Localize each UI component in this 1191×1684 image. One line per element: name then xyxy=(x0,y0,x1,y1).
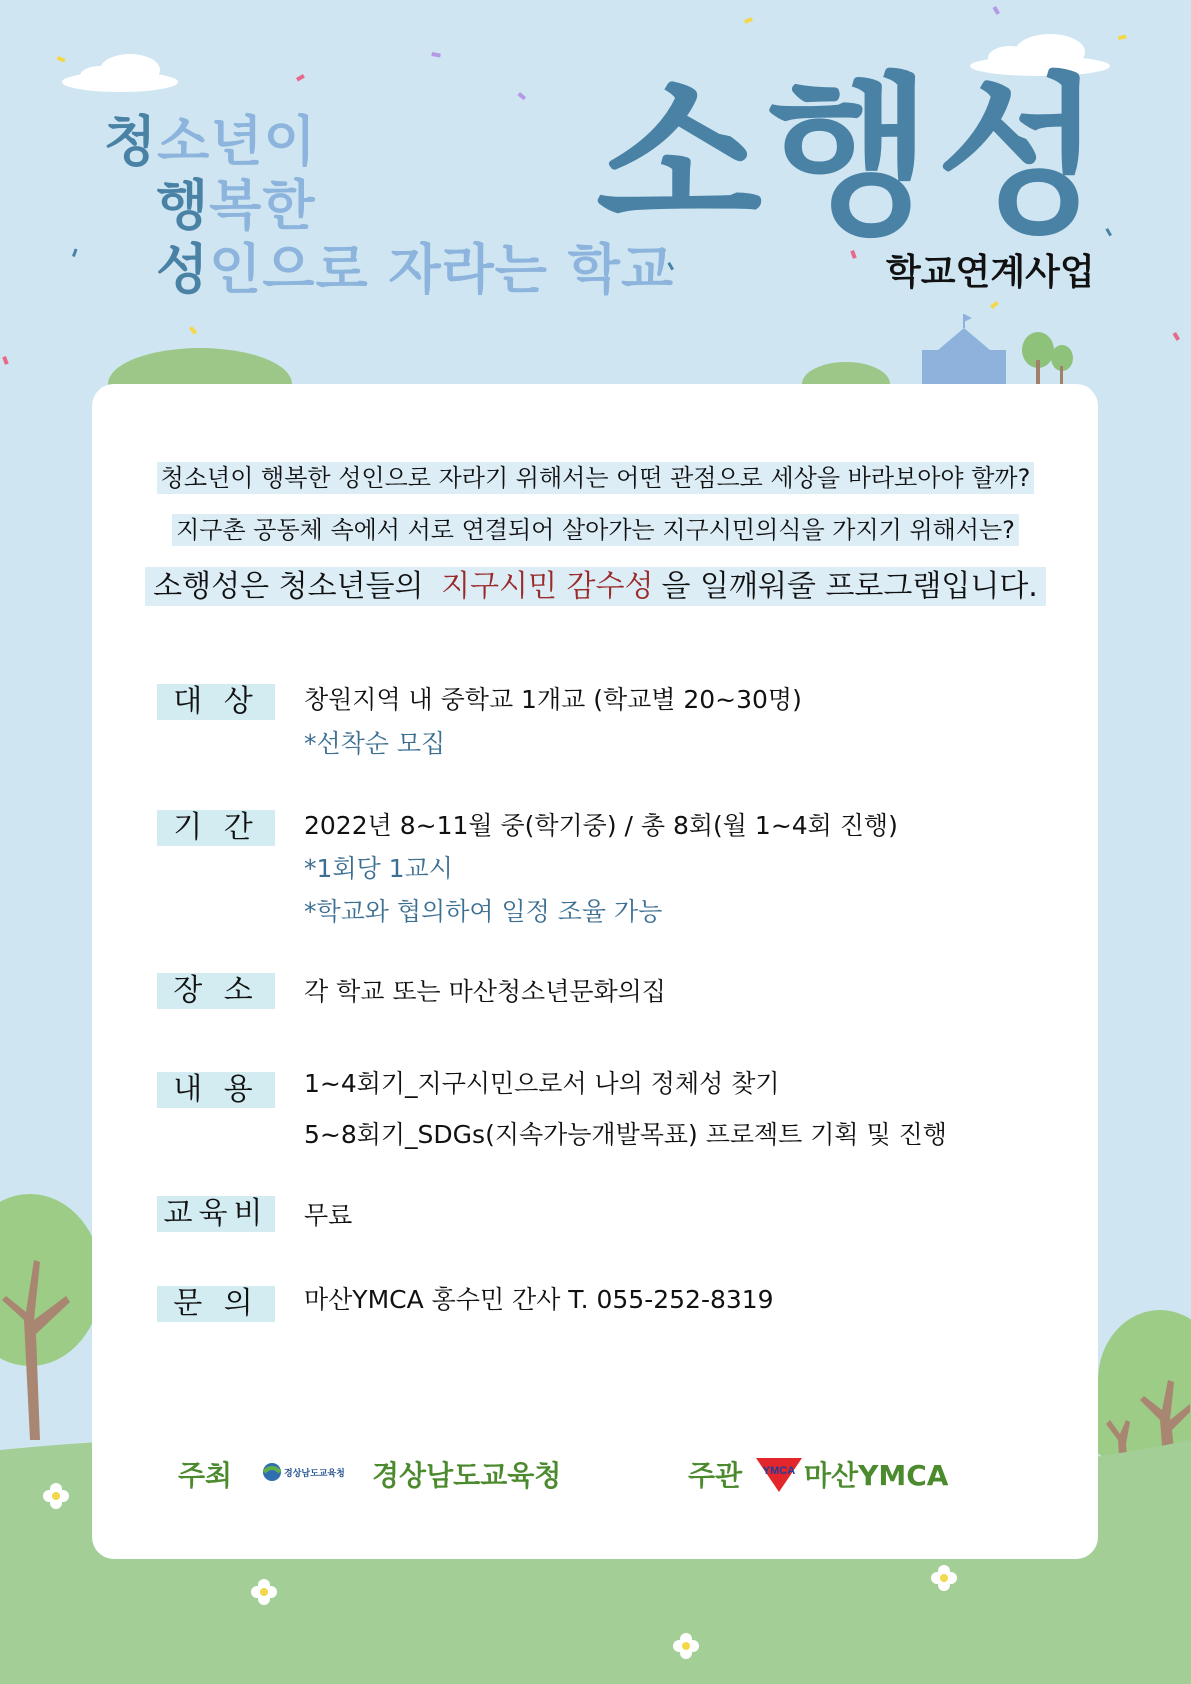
intro-prefix: 소행성은 청소년들의 xyxy=(149,567,437,606)
content-line-1: 1~4회기_지구시민으로서 나의 정체성 찾기 xyxy=(304,1069,780,1098)
slogan xyxy=(104,110,674,302)
period-note-1: *1회당 1교시 xyxy=(304,854,453,883)
label-period: 기 간 xyxy=(157,810,275,846)
label-content: 내 용 xyxy=(157,1072,275,1108)
slogan-key-char: 청 xyxy=(104,110,158,173)
host-name: 경상남도교육청 xyxy=(372,1459,562,1492)
organizer-label: 주관 xyxy=(688,1459,743,1492)
education-office-logo-text: 경상남도교육청 xyxy=(284,1469,345,1479)
poster-title: 소행성 xyxy=(596,57,1107,258)
label-place: 장 소 xyxy=(157,973,275,1009)
organizer-name: 마산YMCA xyxy=(804,1459,949,1492)
intro-suffix: 을 일깨워줄 프로그램입니다. xyxy=(657,567,1041,606)
intro-line-2-text: 지구촌 공동체 속에서 서로 연결되어 살아가는 지구시민의식을 가지기 위해서는? xyxy=(172,514,1019,546)
slogan-rest: 복한 xyxy=(209,174,316,237)
intro-line-2 xyxy=(0,510,1191,545)
intro-line-1-text: 청소년이 행복한 성인으로 자라기 위해서는 어떤 관점으로 세상을 바라보아야 할까? xyxy=(157,462,1035,494)
place-text: 각 학교 또는 마산청소년문화의집 xyxy=(304,977,666,1006)
label-target: 대 상 xyxy=(157,684,275,720)
label-fee: 교육비 xyxy=(157,1196,275,1232)
period-text: 2022년 8~11월 중(학기중) / 총 8회(월 1~4회 진행) xyxy=(304,811,898,840)
ymca-logo-icon xyxy=(756,1458,802,1492)
label-contact: 문 의 xyxy=(157,1286,275,1322)
contact-text: 마산YMCA 홍수민 간사 T. 055-252-8319 xyxy=(304,1285,774,1314)
fee-text: 무료 xyxy=(304,1201,353,1230)
intro-line-3 xyxy=(0,561,1191,605)
intro-highlight: 지구시민 감수성 xyxy=(437,567,657,606)
target-note: *선착순 모집 xyxy=(304,729,446,758)
education-office-logo-icon xyxy=(262,1462,282,1482)
slogan-line-1 xyxy=(104,110,674,174)
poster-subtitle: 학교연계사업 xyxy=(886,252,1095,293)
period-note-2: *학교와 협의하여 일정 조율 가능 xyxy=(304,897,663,926)
content-line-2: 5~8회기_SDGs(지속가능개발목표) 프로젝트 기획 및 진행 xyxy=(304,1120,947,1149)
intro-line-1 xyxy=(0,458,1191,493)
target-text: 창원지역 내 중학교 1개교 (학교별 20~30명) xyxy=(304,685,802,714)
intro-line-3-text xyxy=(145,567,1046,606)
slogan-key-char: 행 xyxy=(156,174,210,237)
slogan-key-char: 성 xyxy=(156,238,210,301)
ymca-logo-text: YMCA xyxy=(762,1465,796,1477)
slogan-rest: 소년이 xyxy=(157,110,317,173)
host-label: 주최 xyxy=(178,1459,233,1492)
slogan-rest: 인으로 자라는 학교 xyxy=(209,238,675,301)
